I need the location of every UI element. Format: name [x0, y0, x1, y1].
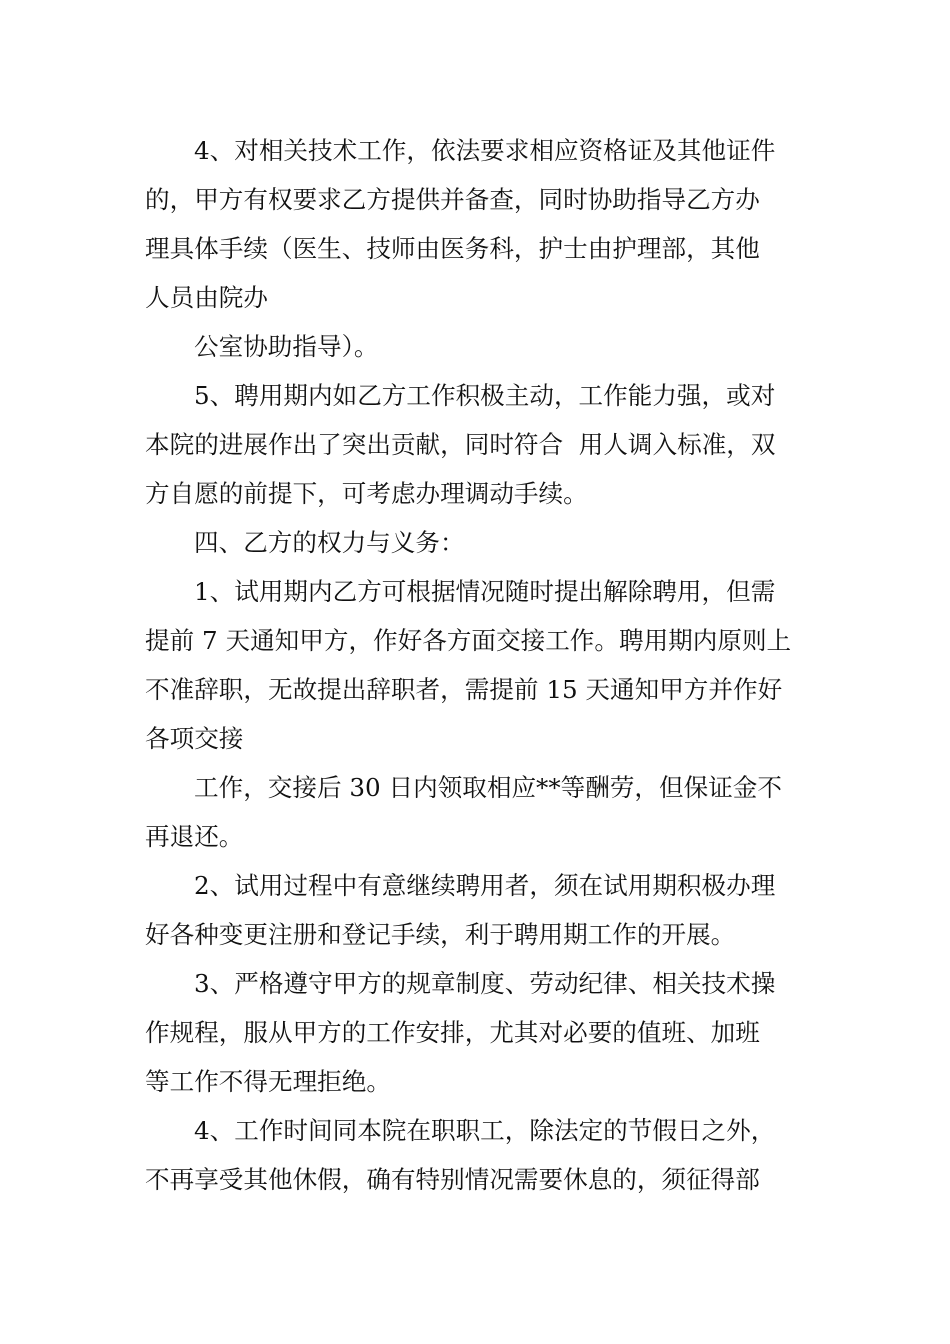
- text-line: 4、工作时间同本院在职职工，除法定的节假日之外，: [194, 1116, 776, 1145]
- paragraph: [145, 371, 805, 518]
- text-line: 5、聘用期内如乙方工作积极主动，工作能力强，或对: [194, 381, 776, 410]
- text-line: 提前 7 天通知甲方，作好各方面交接工作。聘用期内原则上: [145, 626, 792, 655]
- paragraph: [145, 567, 805, 763]
- text-line: 1、试用期内乙方可根据情况随时提出解除聘用，但需: [194, 577, 776, 606]
- text-line: 4、对相关技术工作，依法要求相应资格证及其他证件: [194, 136, 776, 165]
- paragraph: [145, 959, 805, 1106]
- text-line: 作规程，服从甲方的工作安排，尤其对必要的值班、加班: [145, 1018, 760, 1047]
- text-line: 人员由院办: [145, 283, 268, 312]
- paragraph: [145, 1106, 805, 1204]
- text-line: 工作，交接后 30 日内领取相应**等酬劳，但保证金不: [194, 773, 782, 802]
- paragraph: [145, 861, 805, 959]
- text-line: 的，甲方有权要求乙方提供并备查，同时协助指导乙方办: [145, 185, 760, 214]
- paragraph: [145, 322, 805, 371]
- text-line: 四、乙方的权力与义务：: [194, 528, 465, 557]
- paragraph: [145, 126, 805, 322]
- text-line: 公室协助指导）。: [194, 332, 379, 361]
- text-line: 方自愿的前提下，可考虑办理调动手续。: [145, 479, 588, 508]
- text-line: 不再享受其他休假，确有特别情况需要休息的，须征得部: [145, 1165, 760, 1194]
- document-body: [145, 126, 805, 1204]
- text-line: 好各种变更注册和登记手续，利于聘用期工作的开展。: [145, 920, 736, 949]
- text-line: 2、试用过程中有意继续聘用者，须在试用期积极办理: [194, 871, 776, 900]
- text-line: 理具体手续（医生、技师由医务科，护士由护理部，其他: [145, 234, 760, 263]
- text-line: 本院的进展作出了突出贡献，同时符合 用人调入标准，双: [145, 430, 776, 459]
- text-line: 各项交接: [145, 724, 244, 753]
- paragraph: [145, 518, 805, 567]
- text-line: 等工作不得无理拒绝。: [145, 1067, 391, 1096]
- paragraph: [145, 763, 805, 861]
- text-line: 3、严格遵守甲方的规章制度、劳动纪律、相关技术操: [194, 969, 776, 998]
- text-line: 不准辞职，无故提出辞职者，需提前 15 天通知甲方并作好: [145, 675, 783, 704]
- text-line: 再退还。: [145, 822, 244, 851]
